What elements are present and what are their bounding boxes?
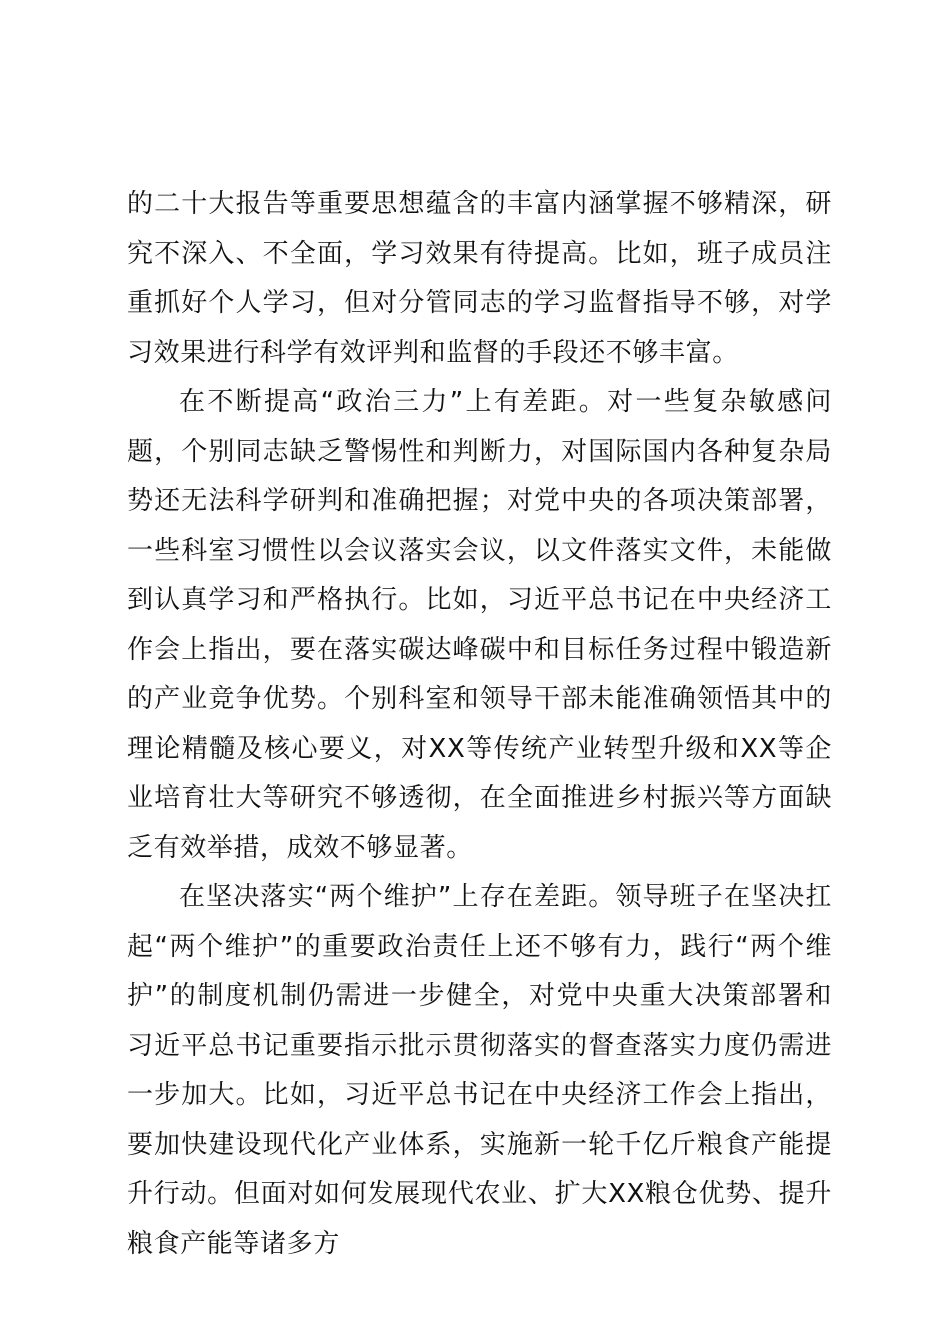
paragraph-3: 在坚决落实“两个维护”上存在差距。领导班子在坚决扛起“两个维护”的重要政治责任上还不够有力，践行“两个维护”的制度机制仍需进一步健全，对党中央重大决策部署和习近平总书记重要指示批示贯彻落实的督查落实力度仍需进一步加大。比如，习近平总书记在中央经济工作会上指出，要加快建设现代化产业体系，实施新一轮千亿斤粮食产能提升行动。但面对如何发展现代农业、扩大XX粮仓优势、提升粮食产能等诸多方	[127, 882, 832, 1259]
paragraph-2: 在不断提高“政治三力”上有差距。对一些复杂敏感问题，个别同志缺乏警惕性和判断力，对国际国内各种复杂局势还无法科学研判和准确把握；对党中央的各项决策部署，一些科室习惯性以会议落实会议，以文件落实文件，未能做到认真学习和严格执行。比如，习近平总书记在中央经济工作会上指出，要在落实碳达峰碳中和目标任务过程中锻造新的产业竞争优势。个别科室和领导干部未能准确领悟其中的理论精髓及核心要义，对XX等传统产业转型升级和XX等企业培育壮大等研究不够透彻，在全面推进乡村振兴等方面缺乏有效举措，成效不够显著。	[127, 387, 832, 863]
paragraph-1: 的二十大报告等重要思想蕴含的丰富内涵掌握不够精深，研究不深入、不全面，学习效果有待提高。比如，班子成员注重抓好个人学习，但对分管同志的学习监督指导不够，对学习效果进行科学有效评判和监督的手段还不够丰富。	[127, 189, 832, 368]
body-text	[127, 180, 832, 1269]
